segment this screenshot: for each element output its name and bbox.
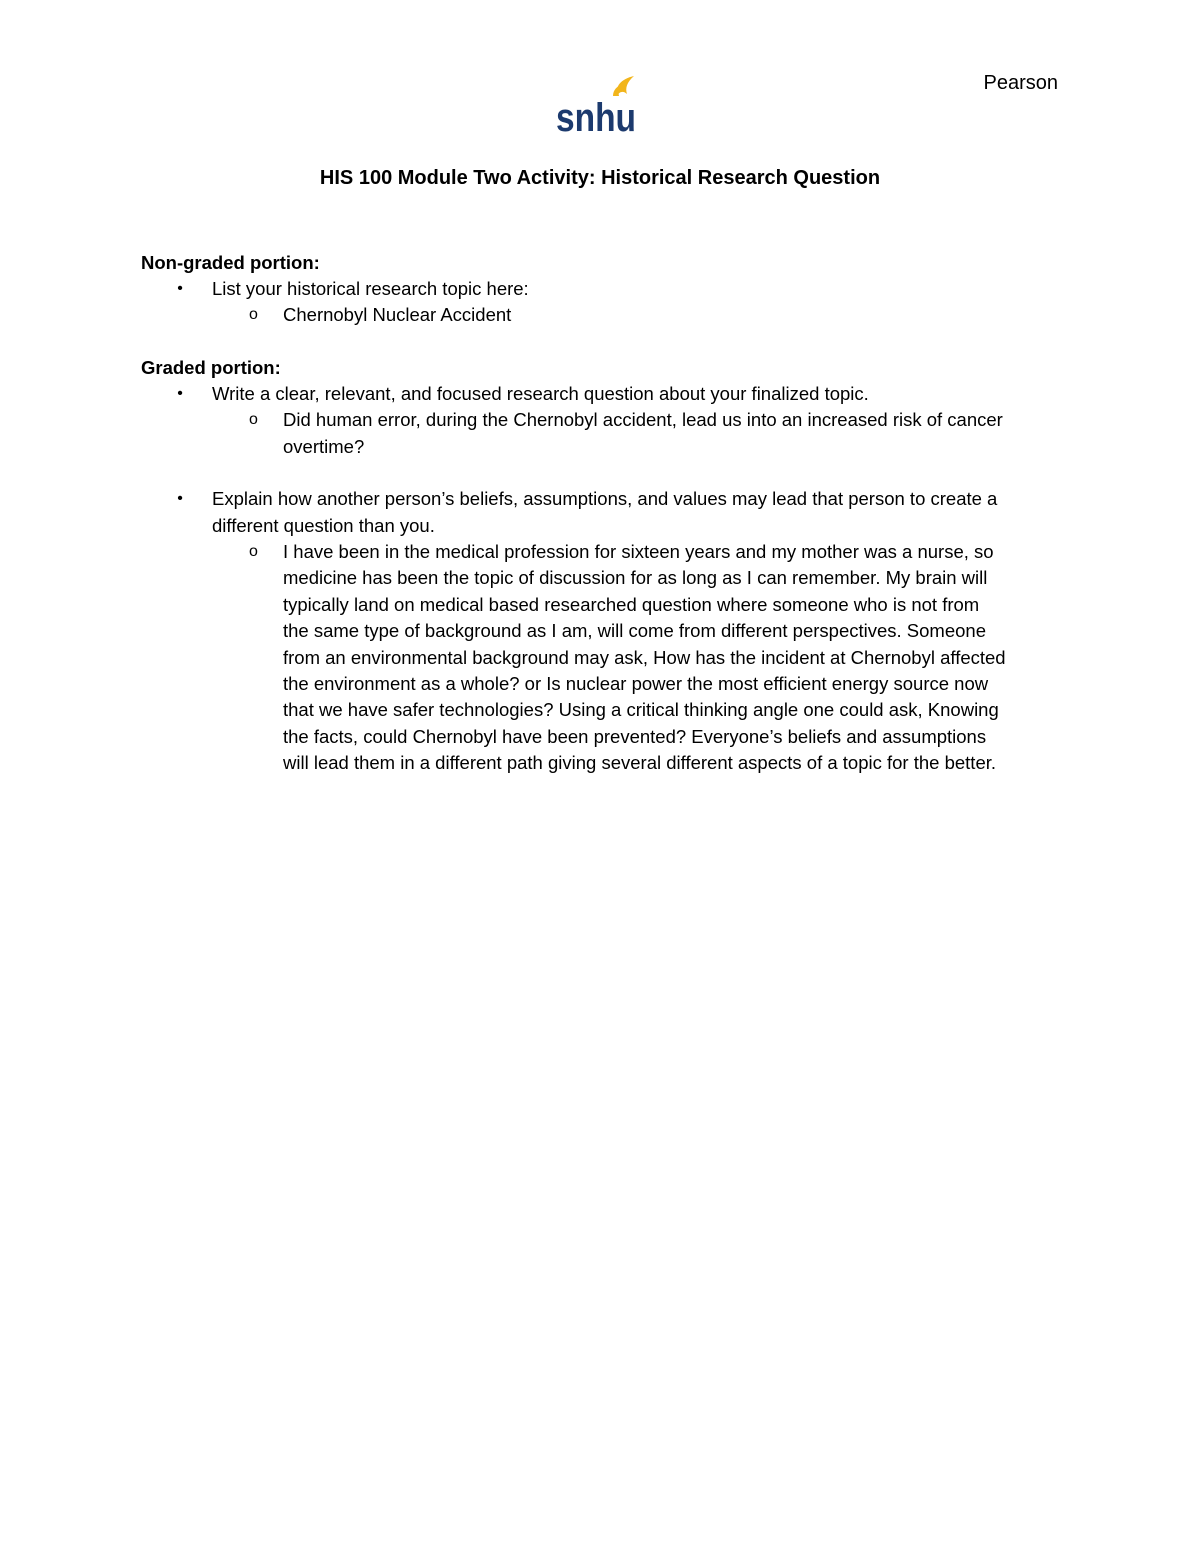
graded-section: [141, 355, 1071, 777]
answer-line: the same type of background as I am, will come from different perspectives. Someone: [283, 620, 986, 642]
answer-line: I have been in the medical profession for sixteen years and my mother was a nurse, so: [283, 541, 994, 563]
logo-wordmark: snhu: [556, 96, 636, 140]
bullet-icon: •: [177, 385, 183, 402]
list-item: [141, 276, 1071, 302]
answer-line: the facts, could Chernobyl have been prevented? Everyone’s beliefs and assumptions: [283, 725, 987, 747]
answer-line: from an environmental background may ask, How has the incident at Chernobyl affected: [283, 646, 1006, 668]
sub-bullet-icon: o: [249, 543, 258, 561]
sub-bullet-icon: o: [249, 411, 258, 429]
non-graded-heading: Non-graded portion:: [141, 252, 320, 273]
sub-bullet-icon: o: [249, 306, 258, 324]
non-graded-section: [141, 250, 1071, 329]
question-prompt: Write a clear, relevant, and focused research question about your finalized topic.: [212, 383, 869, 404]
answer-line: medicine has been the topic of discussion for as long as I can remember. My brain will: [283, 567, 988, 589]
snhu-logo: [555, 74, 639, 140]
answer-line: the environment as a whole? or Is nuclear power the most efficient energy source now: [283, 673, 989, 695]
graded-heading: Graded portion:: [141, 357, 281, 378]
bullet-icon: •: [177, 490, 183, 508]
list-item: [141, 302, 1071, 328]
author-name: Pearson: [983, 72, 1058, 94]
bullet-icon: •: [177, 280, 183, 297]
answer-line: typically land on medical based researched question where someone who is not from: [283, 593, 980, 615]
answer-line: will lead them in a different path giving several different aspects of a topic for the better.: [283, 752, 997, 774]
list-item: [141, 486, 1071, 539]
answer-line: overtime?: [283, 435, 365, 457]
list-item: [141, 407, 1071, 460]
topic-prompt: List your historical research topic here:: [212, 278, 529, 299]
prompt-line: different question than you.: [212, 514, 435, 536]
document-title: HIS 100 Module Two Activity: Historical Research Question: [319, 167, 881, 189]
prompt-line: Explain how another person’s beliefs, assumptions, and values may lead that person to create a: [212, 488, 998, 510]
list-item: [141, 539, 1071, 777]
answer-line: that we have safer technologies? Using a critical thinking angle one could ask, Knowing: [283, 699, 999, 721]
list-item: [141, 381, 1071, 407]
answer-line: Did human error, during the Chernobyl accident, lead us into an increased risk of cancer: [283, 409, 1003, 431]
topic-answer: Chernobyl Nuclear Accident: [283, 304, 512, 326]
